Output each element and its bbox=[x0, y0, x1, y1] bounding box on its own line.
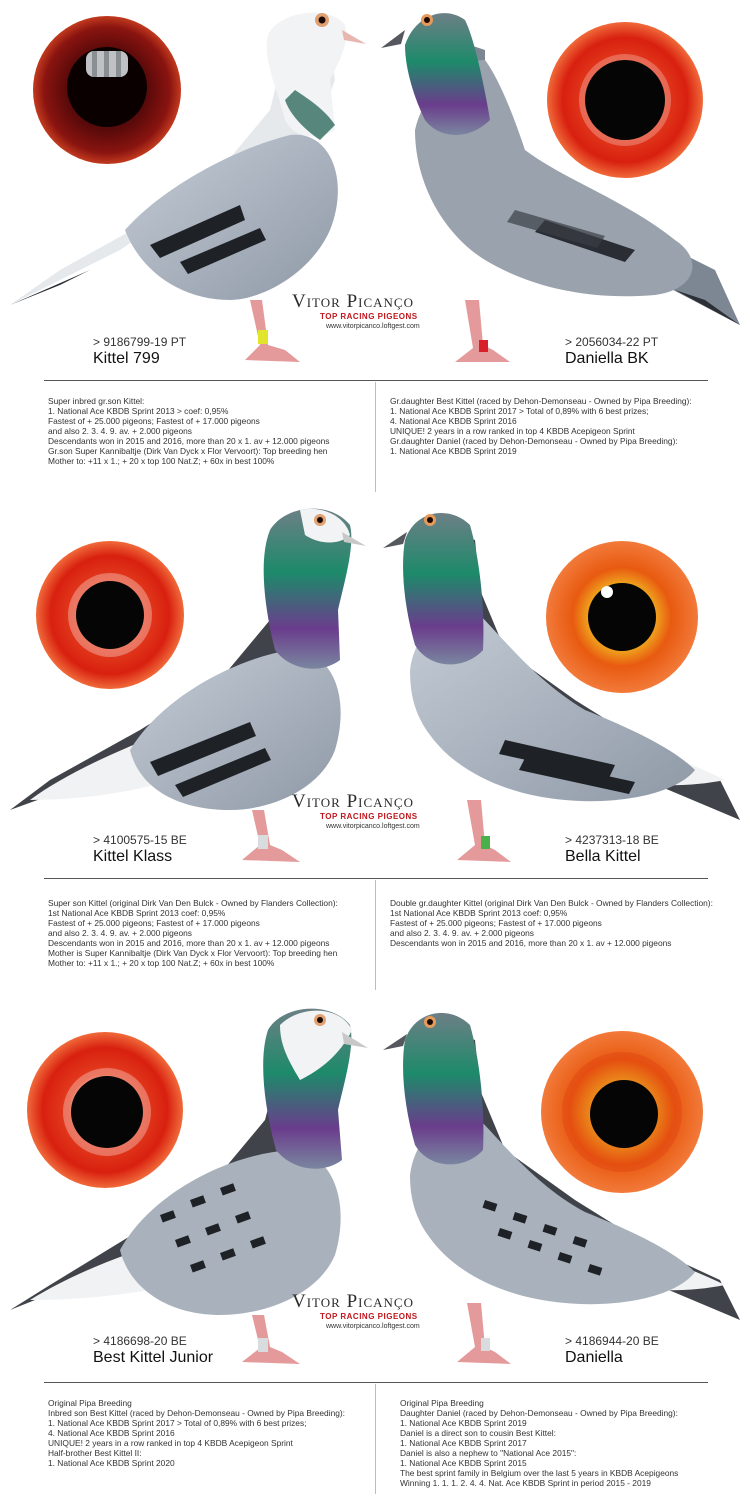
ring-number-left: > 4100575-15 BE bbox=[93, 833, 187, 847]
brand-url: www.vitorpicanco.loftgest.com bbox=[326, 823, 420, 830]
brand-name: Vitor Picanço bbox=[292, 1291, 414, 1312]
brand-logo bbox=[292, 292, 420, 332]
divider-line bbox=[44, 1382, 708, 1383]
pigeon-photo-right bbox=[375, 500, 750, 870]
ring-number-left: > 4186698-20 BE bbox=[93, 1334, 187, 1348]
column-divider bbox=[375, 880, 376, 990]
brand-name: Vitor Picanço bbox=[292, 291, 414, 312]
pigeon-name-right: Bella Kittel bbox=[565, 848, 641, 865]
pair-section-3 bbox=[0, 1000, 750, 1501]
eye-photo-right bbox=[545, 540, 700, 695]
brand-subtitle: TOP RACING PIGEONS bbox=[320, 812, 418, 821]
description-right: Original Pipa Breeding Daughter Daniel (raced by Dehon-Demonseau - Owned by Pipa Breeding): 1. National Ace KBDB Sprint 2019 Daniel is a direct son to cousin Best Kittel: 1. National Ace KBDB Sprint 2017 Daniel is also a nephew to "National Ace 2015": 1. National Ace KBDB Sprint 2015 The best sprint family in Belgium over the last 5 years in KBDB Acepigeons Winning 1. 1. 1. 2. 4. 4. Nat. Ace KBDB Sprint in period 2015 - 2019 bbox=[400, 1398, 679, 1488]
description-right: Double gr.daughter Kittel (original Dirk Van Den Bulck - Owned by Flanders Collection): 1st National Ace KBDB Sprint 2013 coef: 0,95% Fastest of + 25.000 pigeons; Fastest of + 17.000 pigeons and also 2. 3. 4. 9. av. + 2.000 pigeons Descendants won in 2015 and 2016, more than 20 x 1. av + 12.000 pigeons bbox=[390, 898, 713, 948]
brand-url: www.vitorpicanco.loftgest.com bbox=[326, 323, 420, 330]
column-divider bbox=[375, 382, 376, 492]
divider-line bbox=[44, 380, 708, 381]
divider-line bbox=[44, 878, 708, 879]
brand-logo bbox=[292, 1292, 420, 1332]
column-divider bbox=[375, 1384, 376, 1494]
pair-section-2 bbox=[0, 500, 750, 1000]
pigeon-name-right: Daniella BK bbox=[565, 350, 649, 367]
pigeon-name-left: Best Kittel Junior bbox=[93, 1349, 214, 1366]
brand-name: Vitor Picanço bbox=[292, 791, 414, 812]
pigeon-name-right: Daniella bbox=[565, 1349, 623, 1366]
brand-logo bbox=[292, 792, 420, 832]
eye-photo-right bbox=[545, 20, 705, 180]
ring-number-left: > 9186799-19 PT bbox=[93, 335, 187, 349]
pigeon-name-left: Kittel Klass bbox=[93, 848, 173, 865]
brand-subtitle: TOP RACING PIGEONS bbox=[320, 312, 418, 321]
brand-url: www.vitorpicanco.loftgest.com bbox=[326, 1323, 420, 1330]
ring-number-right: > 4186944-20 BE bbox=[565, 1334, 659, 1348]
ring-number-right: > 2056034-22 PT bbox=[565, 335, 659, 349]
brand-subtitle: TOP RACING PIGEONS bbox=[320, 1312, 418, 1321]
eye-photo-right bbox=[540, 1030, 705, 1195]
description-left: Original Pipa Breeding Inbred son Best Kittel (raced by Dehon-Demonseau - Owned by Pipa Breeding): 1. National Ace KBDB Sprint 2017 > Total of 0,89% with 6 best prizes; 4. National Ace KBDB Sprint 2016 UNIQUE! 2 years in a row ranked in top 4 KBDB Acepigeon Sprint Half-brother Best Kittel II: 1. National Ace KBDB Sprint 2020 bbox=[48, 1398, 346, 1468]
ring-number-right: > 4237313-18 BE bbox=[565, 833, 659, 847]
pair-section-1 bbox=[0, 0, 750, 500]
pigeon-name-left: Kittel 799 bbox=[93, 350, 160, 367]
description-left: Super inbred gr.son Kittel: 1. National Ace KBDB Sprint 2013 > coef: 0,95% Fastest of + 25.000 pigeons; Fastest of + 17.000 pigeons and also 2. 3. 4. 9. av. + 2.000 pigeons Descendants won in 2015 and 2016, more than 20 x 1. av + 12.000 pigeons Gr.son Super Kannibaltje (Dirk Van Dyck x Flor Vervoort): Top breeding hen Mother to: +11 x 1.; + 20 x top 100 Nat.Z; + 60x in best 100% bbox=[48, 396, 330, 466]
description-left: Super son Kittel (original Dirk Van Den Bulck - Owned by Flanders Collection): 1st National Ace KBDB Sprint 2013 coef: 0,95% Fastest of + 25.000 pigeons; Fastest of + 17.000 pigeons and also 2. 3. 4. 9. av. + 2.000 pigeons Descendants won in 2015 and 2016, more than 20 x 1. av + 12.000 pigeons Mother is Super Kannibaltje (Dirk Van Dyck x Flor Vervoort): Top breeding hen Mother to: +11 x 1.; + 20 x top 100 Nat.Z; + 60x in best 100% bbox=[48, 898, 338, 968]
description-right: Gr.daughter Best Kittel (raced by Dehon-Demonseau - Owned by Pipa Breeding): 1. National Ace KBDB Sprint 2017 > Total of 0,89% with 6 best prizes; 4. National Ace KBDB Sprint 2016 UNIQUE! 2 years in a row ranked in top 4 KBDB Acepigeon Sprint Gr.daughter Daniel (raced by Dehon-Demonseau - Owned by Pipa Breeding): 1. National Ace KBDB Sprint 2019 bbox=[390, 396, 692, 456]
